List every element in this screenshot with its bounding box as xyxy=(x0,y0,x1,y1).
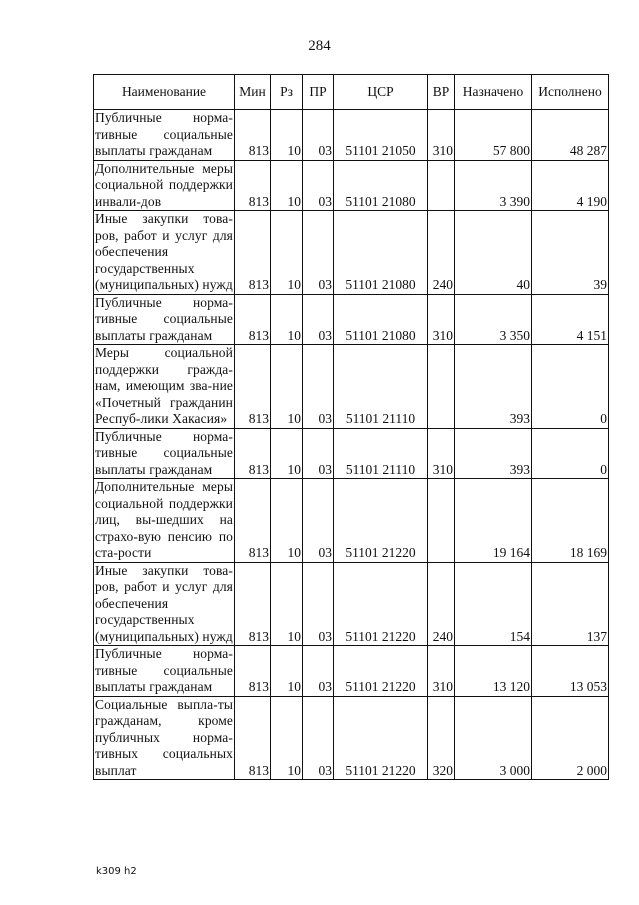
row-rz: 10 xyxy=(271,110,303,161)
row-rz: 10 xyxy=(271,294,303,345)
row-executed: 48 287 xyxy=(532,110,609,161)
header-rz: Рз xyxy=(271,75,303,110)
row-assigned: 3 390 xyxy=(455,160,532,211)
row-vr: 240 xyxy=(428,211,455,295)
row-assigned: 3 000 xyxy=(455,696,532,780)
table-row xyxy=(94,562,609,646)
row-rz: 10 xyxy=(271,428,303,479)
table-row xyxy=(94,646,609,697)
header-min: Мин xyxy=(235,75,271,110)
row-executed: 2 000 xyxy=(532,696,609,780)
table-row xyxy=(94,345,609,429)
row-min: 813 xyxy=(235,211,271,295)
row-rz: 10 xyxy=(271,562,303,646)
row-csr: 51101 21050 xyxy=(334,110,428,161)
row-name: Меры социальной поддержки гражда-нам, имеющим зва-ние «Почетный гражданин Респуб-лики Хакасия» xyxy=(95,345,233,426)
row-vr: 310 xyxy=(428,294,455,345)
row-pr: 03 xyxy=(303,696,334,780)
row-vr xyxy=(428,160,455,211)
row-assigned: 57 800 xyxy=(455,110,532,161)
row-vr: 310 xyxy=(428,110,455,161)
row-assigned: 393 xyxy=(455,345,532,429)
header-pr: ПР xyxy=(303,75,334,110)
row-executed: 137 xyxy=(532,562,609,646)
row-name: Социальные выпла-ты гражданам, кроме публичных норма-тивных социальных выплат xyxy=(95,696,233,778)
row-pr: 03 xyxy=(303,562,334,646)
row-rz: 10 xyxy=(271,345,303,429)
row-csr: 51101 21220 xyxy=(334,479,428,563)
table-row xyxy=(94,428,609,479)
row-vr xyxy=(428,479,455,563)
table-row xyxy=(94,294,609,345)
table-header-row xyxy=(94,75,609,110)
row-csr: 51101 21220 xyxy=(334,562,428,646)
row-csr: 51101 21080 xyxy=(334,211,428,295)
row-assigned: 40 xyxy=(455,211,532,295)
row-min: 813 xyxy=(235,562,271,646)
row-min: 813 xyxy=(235,479,271,563)
row-min: 813 xyxy=(235,428,271,479)
row-pr: 03 xyxy=(303,646,334,697)
row-vr: 310 xyxy=(428,646,455,697)
row-assigned: 154 xyxy=(455,562,532,646)
row-pr: 03 xyxy=(303,345,334,429)
row-pr: 03 xyxy=(303,479,334,563)
row-executed: 0 xyxy=(532,428,609,479)
footer-code: k309 h2 xyxy=(96,866,137,877)
row-rz: 10 xyxy=(271,696,303,780)
row-name: Дополнительные меры социальной поддержки лиц, вы-шедших на страхо-вую пенсию по ста-рости xyxy=(95,479,233,560)
row-name: Иные закупки това-ров, работ и услуг для обеспечения государственных (муниципальных) нужд xyxy=(95,562,233,644)
row-csr: 51101 21110 xyxy=(334,428,428,479)
row-csr: 51101 21080 xyxy=(334,160,428,211)
header-executed: Исполнено xyxy=(532,75,609,110)
row-vr: 240 xyxy=(428,562,455,646)
row-name: Дополнительные меры социальной поддержки инвали-дов xyxy=(95,160,233,209)
row-csr: 51101 21220 xyxy=(334,696,428,780)
row-name: Публичные норма-тивные социальные выплаты гражданам xyxy=(95,110,233,158)
row-pr: 03 xyxy=(303,294,334,345)
row-csr: 51101 21110 xyxy=(334,345,428,429)
row-name: Публичные норма-тивные социальные выплаты гражданам xyxy=(95,294,233,343)
page-number: 284 xyxy=(308,38,331,54)
row-min: 813 xyxy=(235,646,271,697)
table-row xyxy=(94,110,609,161)
row-assigned: 19 164 xyxy=(455,479,532,563)
table-row xyxy=(94,211,609,295)
header-csr: ЦСР xyxy=(334,75,428,110)
row-assigned: 13 120 xyxy=(455,646,532,697)
row-executed: 18 169 xyxy=(532,479,609,563)
row-pr: 03 xyxy=(303,211,334,295)
header-vr: ВР xyxy=(428,75,455,110)
table-row xyxy=(94,479,609,563)
row-executed: 39 xyxy=(532,211,609,295)
row-vr: 320 xyxy=(428,696,455,780)
table-row xyxy=(94,160,609,211)
row-executed: 4 151 xyxy=(532,294,609,345)
row-assigned: 3 350 xyxy=(455,294,532,345)
row-pr: 03 xyxy=(303,428,334,479)
row-csr: 51101 21080 xyxy=(334,294,428,345)
row-executed: 0 xyxy=(532,345,609,429)
row-vr xyxy=(428,345,455,429)
row-rz: 10 xyxy=(271,479,303,563)
header-assigned: Назначено xyxy=(455,75,532,110)
row-executed: 13 053 xyxy=(532,646,609,697)
row-csr: 51101 21220 xyxy=(334,646,428,697)
row-vr: 310 xyxy=(428,428,455,479)
row-rz: 10 xyxy=(271,646,303,697)
row-min: 813 xyxy=(235,294,271,345)
row-name: Публичные норма-тивные социальные выплаты гражданам xyxy=(95,646,233,694)
row-assigned: 393 xyxy=(455,428,532,479)
header-name: Наименование xyxy=(94,75,235,110)
row-rz: 10 xyxy=(271,211,303,295)
row-min: 813 xyxy=(235,345,271,429)
row-min: 813 xyxy=(235,110,271,161)
budget-table xyxy=(93,74,609,780)
row-min: 813 xyxy=(235,696,271,780)
row-executed: 4 190 xyxy=(532,160,609,211)
row-rz: 10 xyxy=(271,160,303,211)
row-min: 813 xyxy=(235,160,271,211)
table-row xyxy=(94,696,609,780)
row-name: Иные закупки това-ров, работ и услуг для обеспечения государственных (муниципальных) нужд xyxy=(95,211,233,292)
row-pr: 03 xyxy=(303,160,334,211)
row-name: Публичные норма-тивные социальные выплаты гражданам xyxy=(95,428,233,477)
row-pr: 03 xyxy=(303,110,334,161)
